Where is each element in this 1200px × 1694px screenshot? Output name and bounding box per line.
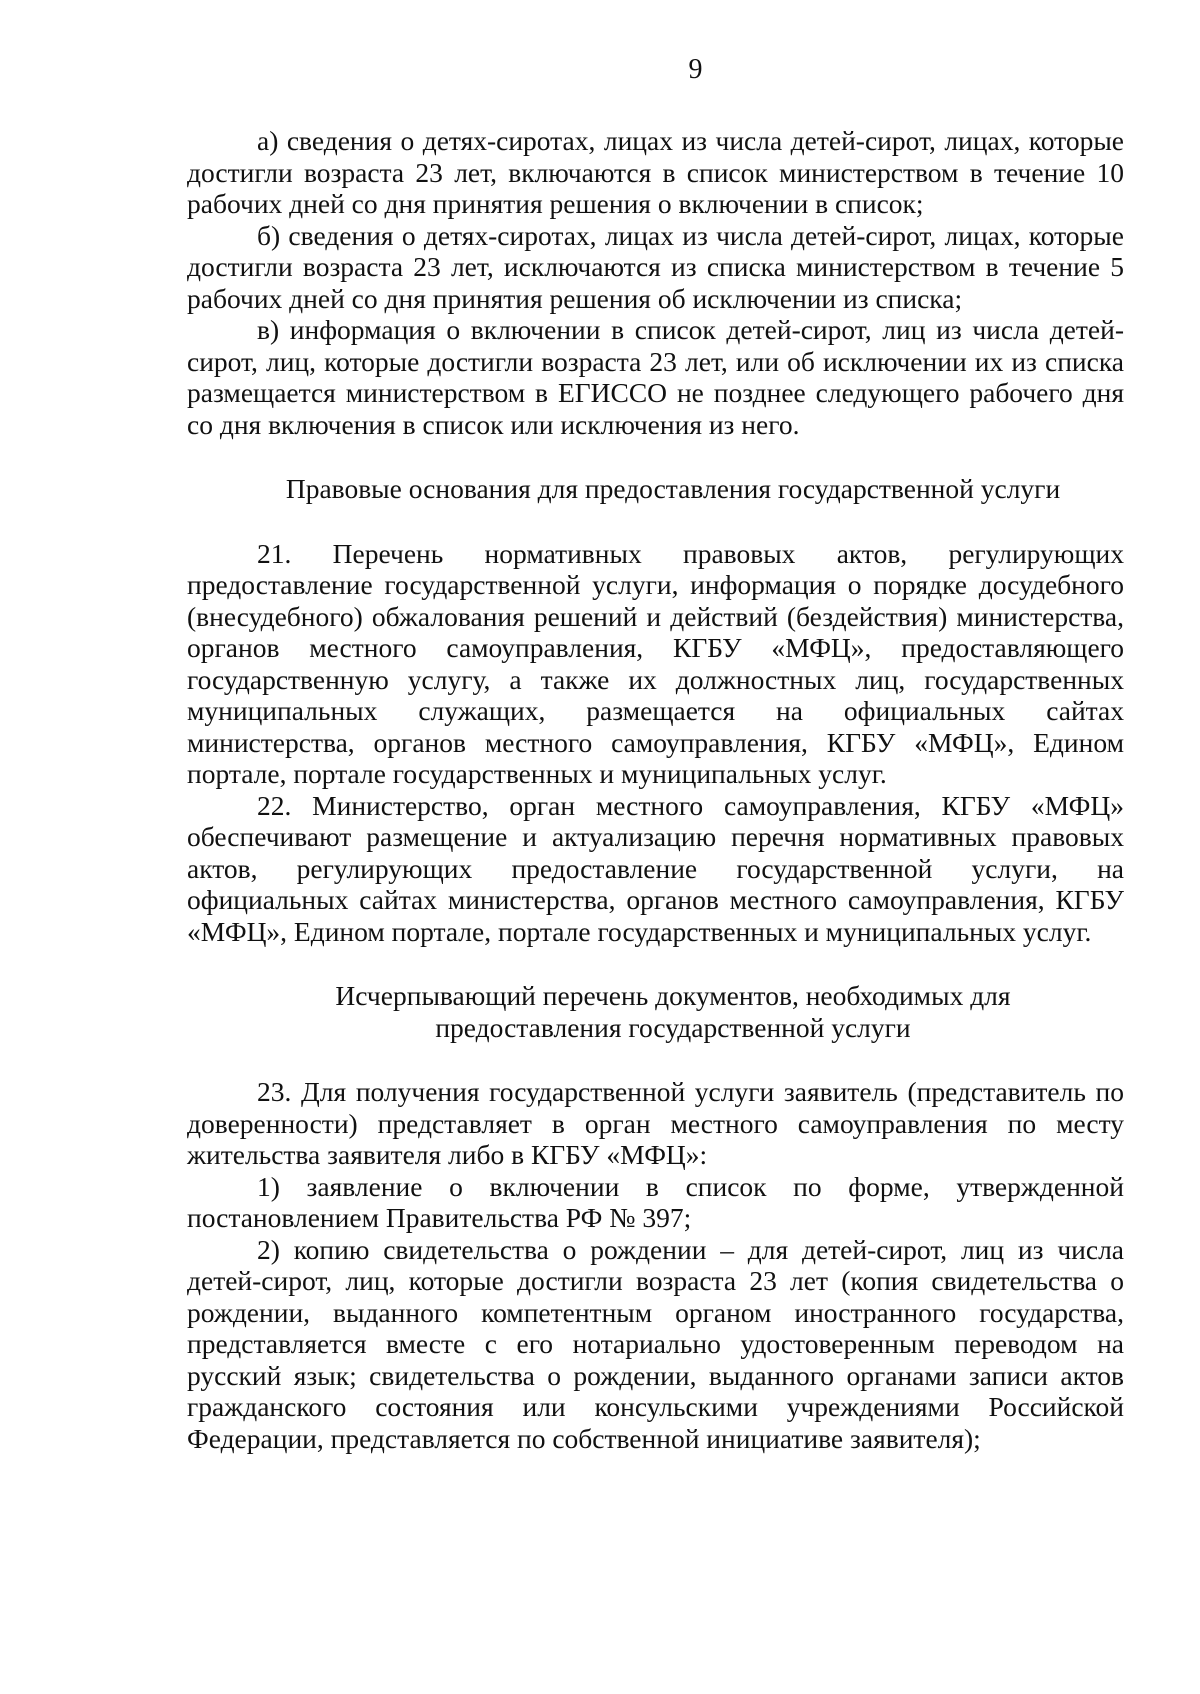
section-legal-basis bbox=[187, 538, 1124, 948]
paragraph-23-item-2: 2) копию свидетельства о рождении – для детей-сирот, лиц из числа детей-сирот, лиц, которые достигли возраста 23 лет (копия свидетельства о рождении, выданного компетентным органом иностранного государства, представляется вместе с его нотариально удостоверенным переводом на русский язык; свидетельства о рождении, выданного органами записи актов гражданского состояния или консульскими учреждениями Российской Федерации, представляется по собственной инициативе заявителя); bbox=[187, 1233, 1124, 1454]
section-heading-documents-line-2: предоставления государственной услуги bbox=[435, 1011, 911, 1043]
paragraph-22: 22. Министерство, орган местного самоуправления, КГБУ «МФЦ» обеспечивают размещение и актуализацию перечня нормативных правовых актов, регулирующих предоставление государственной услуги, на официальных сайтах министерства, органов местного самоуправления, КГБУ «МФЦ», Едином портале, портале государственных и муниципальных услуг. bbox=[187, 789, 1124, 947]
section-heading-documents bbox=[187, 980, 1124, 1043]
section-list-rules bbox=[187, 125, 1124, 440]
paragraph-23-item-1: 1) заявление о включении в список по форме, утвержденной постановлением Правительства РФ № 397; bbox=[187, 1170, 1124, 1233]
section-documents bbox=[187, 1076, 1124, 1454]
paragraph-21: 21. Перечень нормативных правовых актов, регулирующих предоставление государственной услуги, информация о порядке досудебного (внесудебного) обжалования решений и действий (бездействия) министерства, органов местного самоуправления, КГБУ «МФЦ», предоставляющего государственную услугу, а также их должностных лиц, государственных муниципальных служащих, размещается на официальных сайтах министерства, органов местного самоуправления, КГБУ «МФЦ», Едином портале, портале государственных и муниципальных услуг. bbox=[187, 537, 1124, 789]
paragraph-a: а) сведения о детях-сиротах, лицах из числа детей-сирот, лицах, которые достигли возраста 23 лет, включаются в список министерством в течение 10 рабочих дней со дня принятия решения о включении в список; bbox=[187, 125, 1124, 219]
paragraph-23: 23. Для получения государственной услуги заявитель (представитель по доверенности) представляет в орган местного самоуправления по месту жительства заявителя либо в КГБУ «МФЦ»: bbox=[187, 1076, 1124, 1170]
paragraph-b: б) сведения о детях-сиротах, лицах из числа детей-сирот, лицах, которые достигли возраста 23 лет, исключаются из списка министерством в течение 5 рабочих дней со дня принятия решения об исключении из списка; bbox=[187, 219, 1124, 314]
document-page bbox=[187, 55, 1124, 1454]
section-heading-documents-line-1: Исчерпывающий перечень документов, необходимых для bbox=[335, 980, 1011, 1011]
section-heading-legal-basis: Правовые основания для предоставления государственной услуги bbox=[285, 473, 1061, 504]
paragraph-v: в) информация о включении в список детей-сирот, лиц из числа детей-сирот, лиц, которые достигли возраста 23 лет, или об исключении их из списка размещается министерством в ЕГИССО не позднее следующего рабочего дня со дня включения в список или исключения из него. bbox=[187, 314, 1124, 440]
page-number: 9 bbox=[688, 54, 703, 85]
